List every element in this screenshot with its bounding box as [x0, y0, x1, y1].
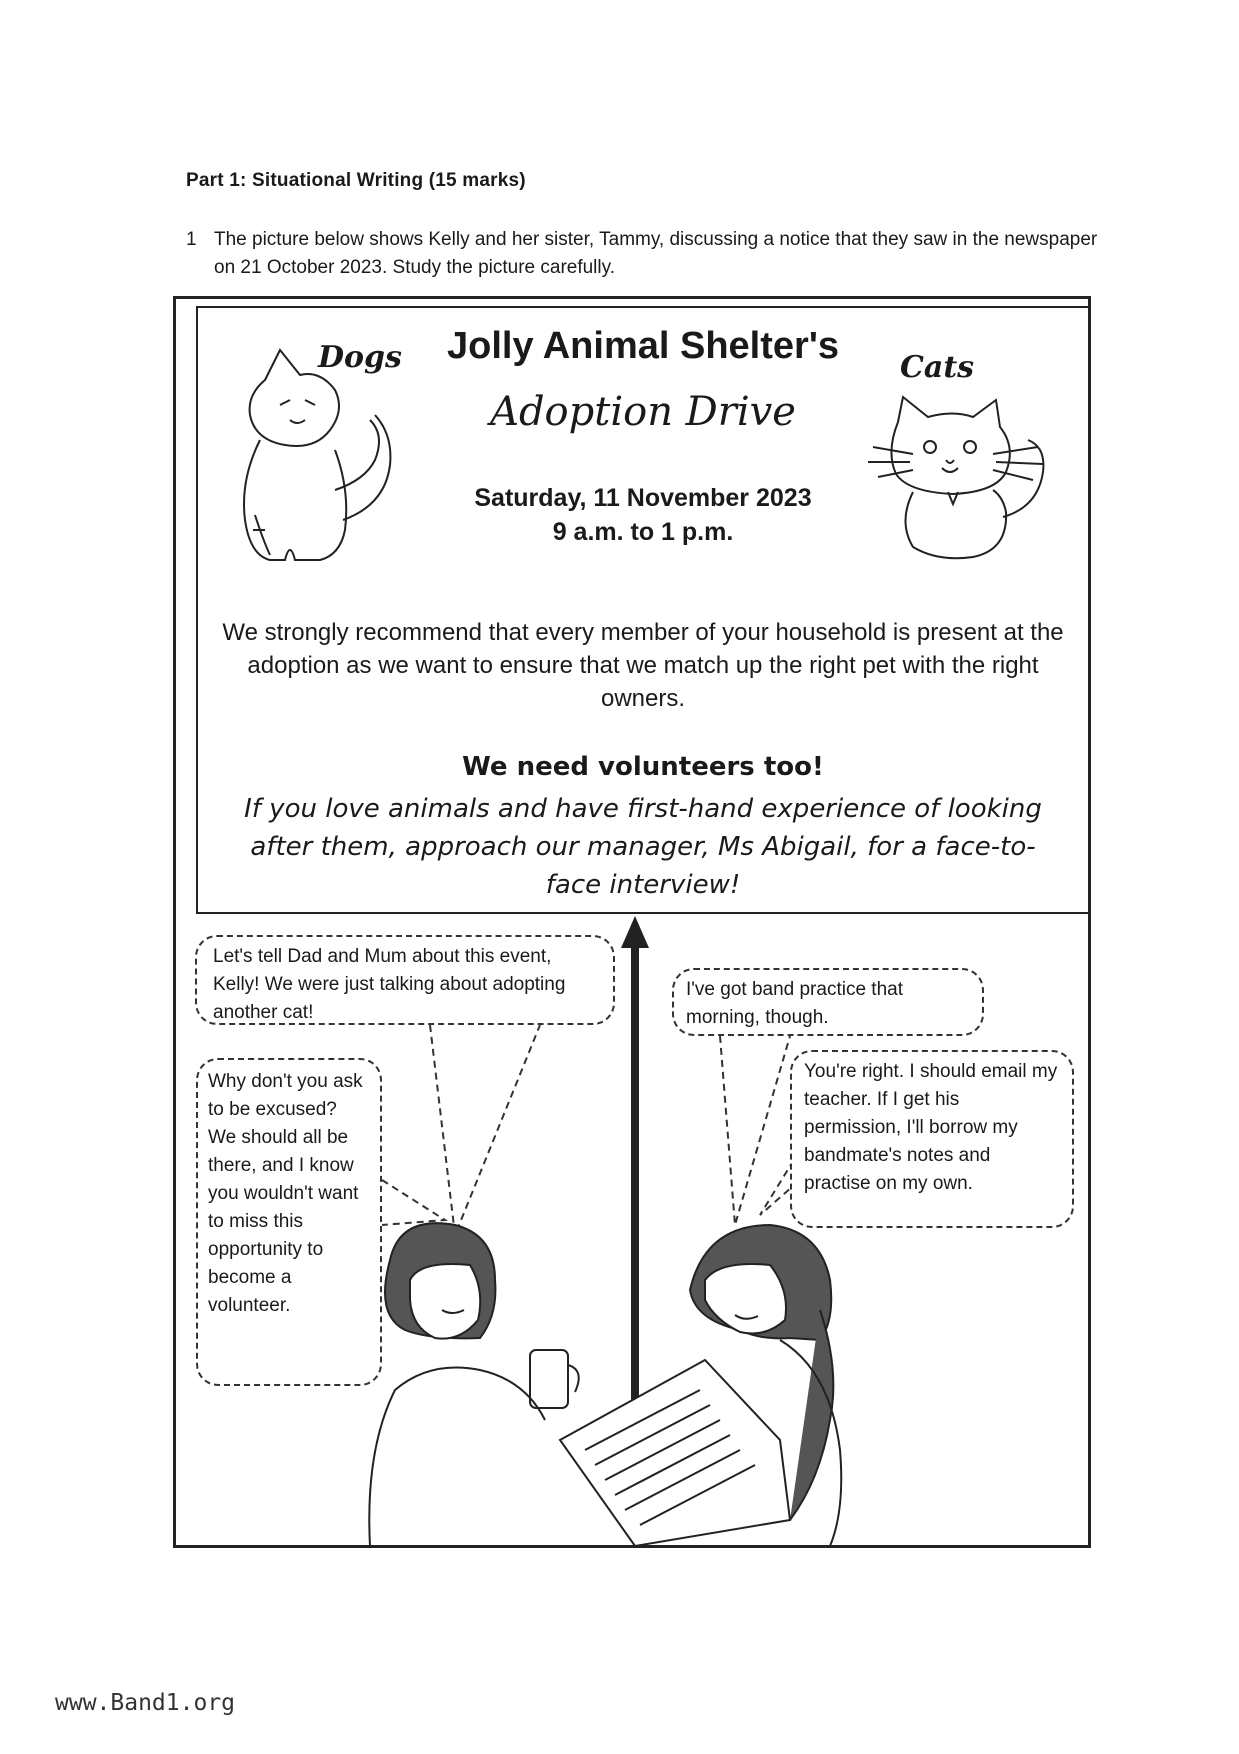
question-number: 1: [186, 229, 197, 250]
event-time: 9 a.m. to 1 p.m.: [552, 518, 734, 546]
speech-text-tammy-2: Why don't you ask to be excused? We should all be there, and I know you wouldn't want to miss this opportunity to become a volunteer.: [208, 1071, 363, 1316]
dogs-label: Dogs: [318, 340, 402, 375]
speech-bubble-tammy-1: [195, 935, 615, 1025]
speech-bubble-tammy-2: [196, 1058, 382, 1386]
speech-text-kelly-1: I've got band practice that morning, though.: [686, 979, 903, 1028]
section-title: Part 1: Situational Writing (15 marks): [186, 170, 526, 191]
volunteer-heading: We need volunteers too!: [462, 752, 824, 782]
notice-title: Jolly Animal Shelter's: [447, 325, 839, 367]
volunteer-text: If you love animals and have first-hand experience of looking after them, approach our manager, Ms Abigail, for a face-to-face interview!: [244, 794, 1042, 900]
event-date: Saturday, 11 November 2023: [474, 484, 812, 512]
notice-subtitle: Adoption Drive: [490, 389, 796, 435]
question-text: The picture below shows Kelly and her sister, Tammy, discussing a notice that they saw in the newspaper on 21 October 2023. Study the picture carefully.: [214, 229, 1098, 278]
speech-bubble-kelly-2: [790, 1050, 1074, 1228]
speech-bubble-kelly-1: [672, 968, 984, 1036]
speech-text-kelly-2: You're right. I should email my teacher. If I get his permission, I'll borrow my bandmate's notes and practise on my own.: [804, 1061, 1058, 1194]
recommendation-text: We strongly recommend that every member of your household is present at the adoption as we want to ensure that we match up the right pet with the right owners.: [222, 619, 1064, 712]
footer-site-link[interactable]: www.Band1.org: [55, 1690, 236, 1716]
girls-illustration: [360, 1220, 1080, 1546]
speech-text-tammy-1: Let's tell Dad and Mum about this event, Kelly! We were just talking about adopting another cat!: [213, 946, 566, 1023]
cats-label: Cats: [900, 350, 975, 385]
